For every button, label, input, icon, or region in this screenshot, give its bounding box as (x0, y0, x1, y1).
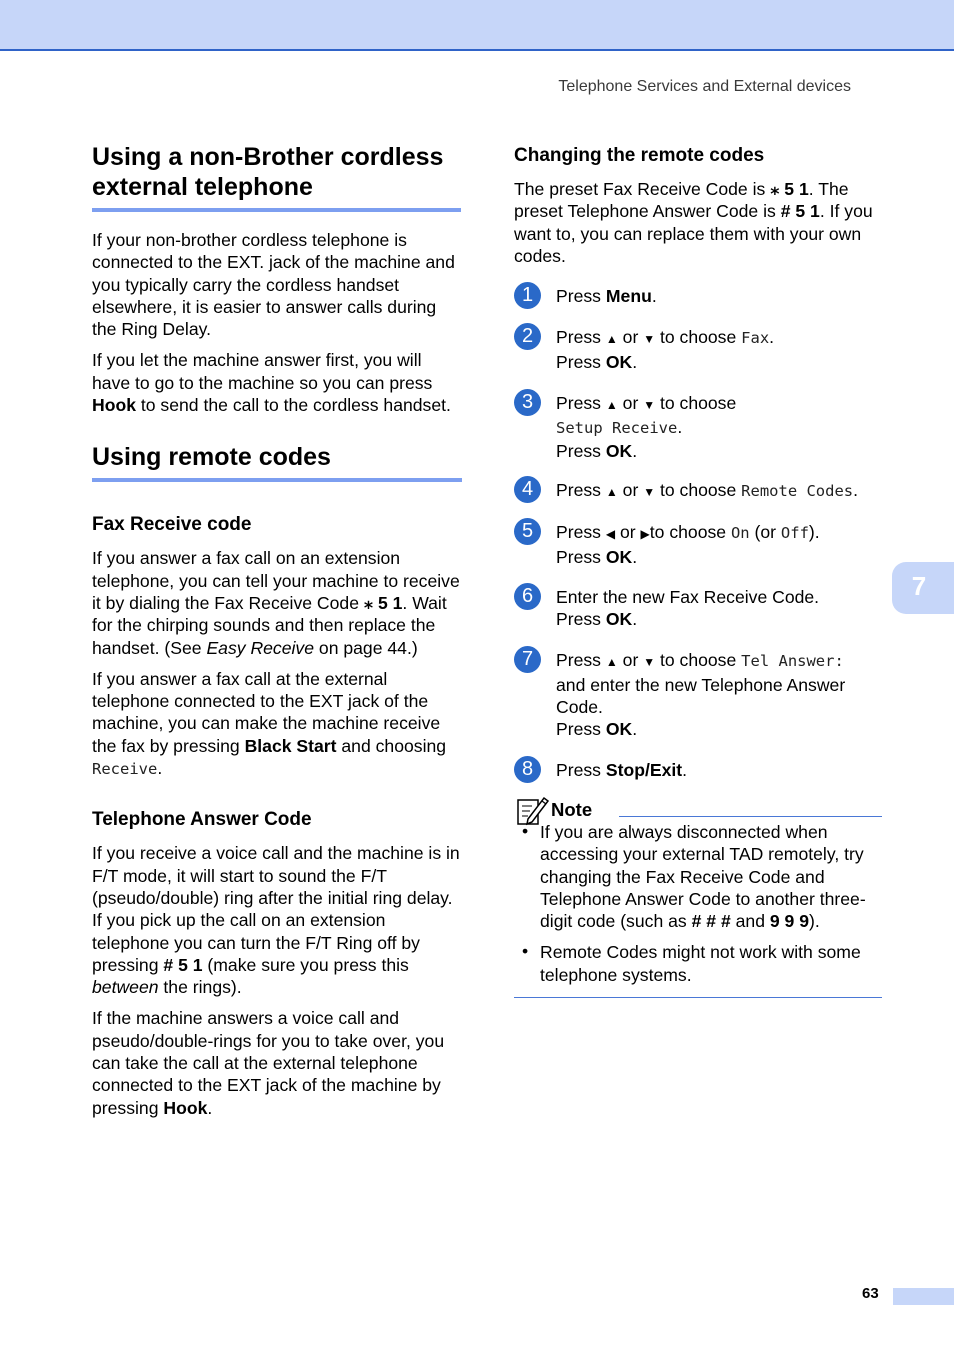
down-arrow-icon: ▼ (643, 655, 656, 670)
chapter-number: 7 (911, 571, 927, 601)
paragraph: If your non-brother cordless telephone is connected to the EXT. jack of the machine and you typically carry the cordless handset elsewhere, it is easier to answer calls during the Ring Delay. (92, 230, 455, 340)
up-arrow-icon: ▲ (605, 484, 618, 499)
page-number: 63 (862, 1285, 879, 1302)
header-bar (0, 0, 954, 51)
code: ⁎ 5 1 (363, 592, 403, 613)
divider (514, 997, 882, 998)
list-item: • Remote Codes might not work with some telephone systems. (522, 941, 861, 985)
key-name: Stop/Exit (605, 759, 683, 780)
cross-reference: Easy Receive (206, 637, 315, 658)
emphasis: between (92, 977, 159, 998)
code: # 5 1 (163, 954, 203, 975)
bullet: • (522, 820, 529, 841)
lcd-text: On (730, 524, 750, 543)
step-3: 3 Press ▲ or ▼ to choose Setup Receive. Press OK. (514, 392, 886, 462)
down-arrow-icon: ▼ (643, 484, 656, 499)
lcd-text: Tel Answer: (741, 652, 844, 671)
lcd-text: Receive (92, 760, 158, 779)
step-5: 5 Press ◀ or ▶to choose On (or Off). Press OK. (514, 521, 886, 568)
page-number-bar (893, 1288, 954, 1305)
down-arrow-icon: ▼ (643, 398, 656, 413)
step-number: 5 (514, 518, 541, 545)
step-7: 7 Press ▲ or ▼ to choose Tel Answer: and enter the new Telephone Answer Code. Press OK. (514, 649, 886, 740)
chapter-tab (892, 562, 954, 614)
bullet: • (522, 941, 529, 962)
step-number: 8 (514, 756, 541, 783)
key-name: OK (605, 440, 633, 461)
step-8: 8 Press Stop/Exit. (514, 759, 886, 781)
paragraph: If you answer a fax call at the external telephone connected to the EXT jack of the machine, you can make the machine receive the fax by pressing Black Start and choosing Receive. (92, 668, 447, 779)
key-name: Hook (163, 1097, 208, 1118)
step-number: 2 (514, 323, 541, 350)
key-name: OK (605, 719, 633, 740)
section-title-remote-codes: Using remote codes (92, 442, 462, 482)
key-name: OK (605, 609, 633, 630)
step-4: 4 Press ▲ or ▼ to choose Remote Codes. (514, 479, 886, 503)
up-arrow-icon: ▲ (605, 332, 618, 347)
code: # 5 1 (780, 201, 820, 222)
down-arrow-icon: ▼ (643, 332, 656, 347)
up-arrow-icon: ▲ (605, 398, 618, 413)
step-number: 4 (514, 476, 541, 503)
note-box (514, 795, 886, 998)
code: # # # (691, 911, 731, 932)
step-number: 6 (514, 583, 541, 610)
left-column (92, 142, 462, 1119)
subheading-fax-receive: Fax Receive code (92, 514, 252, 536)
note-list (514, 821, 886, 986)
left-arrow-icon: ◀ (605, 527, 616, 542)
key-name: Black Start (244, 735, 337, 756)
paragraph: If you receive a voice call and the machine is in F/T mode, it will start to sound the F/T (pseudo/double) ring after the initial ring delay. If you pick up the call on an extension telephone you can turn the F/T Ring off by pressing # 5 1 (make sure you press this between the rings). (92, 843, 460, 998)
step-2: 2 Press ▲ or ▼ to choose Fax. Press OK. (514, 326, 886, 373)
paragraph: If the machine answers a voice call and pseudo/double-rings for you to take over, you can take the call at the external telephone connected to the EXT jack of the machine by pressing Hook. (92, 1008, 445, 1118)
paragraph: If you answer a fax call on an extension telephone, you can tell your machine to receive it by dialing the Fax Receive Code ⁎ 5 1. Wait for the chirping sounds and then replace the handset. (See Easy Receive on page 44.) (92, 548, 460, 658)
note-title: Note (551, 798, 593, 820)
subheading-telephone-answer: Telephone Answer Code (92, 809, 312, 831)
key-name: Hook (92, 395, 136, 416)
lcd-text: Setup Receive (556, 419, 678, 438)
subheading-changing-codes: Changing the remote codes (514, 145, 765, 166)
section-title-cordless: Using a non-Brother cordless external telephone (92, 142, 461, 212)
step-number: 1 (514, 282, 541, 309)
paragraph: If you let the machine answer first, you will have to go to the machine so you can press Hook to send the call to the cordless handset. (92, 350, 451, 416)
divider (619, 816, 882, 817)
paragraph: The preset Fax Receive Code is ⁎ 5 1. The preset Telephone Answer Code is # 5 1. If you want to, you can replace them with your own codes. (514, 179, 873, 266)
key-name: Menu (605, 286, 652, 307)
lcd-text: Fax (741, 329, 770, 348)
right-arrow-icon: ▶ (640, 527, 650, 542)
code: 9 9 9 (769, 911, 810, 932)
step-number: 7 (514, 646, 541, 673)
step-list (514, 285, 886, 781)
step-number: 3 (514, 389, 541, 416)
step-6: 6 Enter the new Fax Receive Code. Press OK. (514, 586, 886, 631)
step-1: 1 Press Menu. (514, 285, 886, 307)
key-name: OK (605, 546, 633, 567)
right-column (514, 144, 886, 998)
lcd-text: Off (780, 524, 809, 543)
key-name: OK (605, 351, 633, 372)
list-item: • If you are always disconnected when accessing your external TAD remotely, try changing the Fax Receive Code and Telephone Answer Code to another three-digit code (such as # # # and 9 9 9). (522, 820, 866, 932)
code: ⁎ 5 1 (770, 179, 809, 199)
running-head: Telephone Services and External devices (558, 78, 851, 95)
up-arrow-icon: ▲ (605, 655, 618, 670)
lcd-text: Remote Codes (741, 481, 854, 500)
